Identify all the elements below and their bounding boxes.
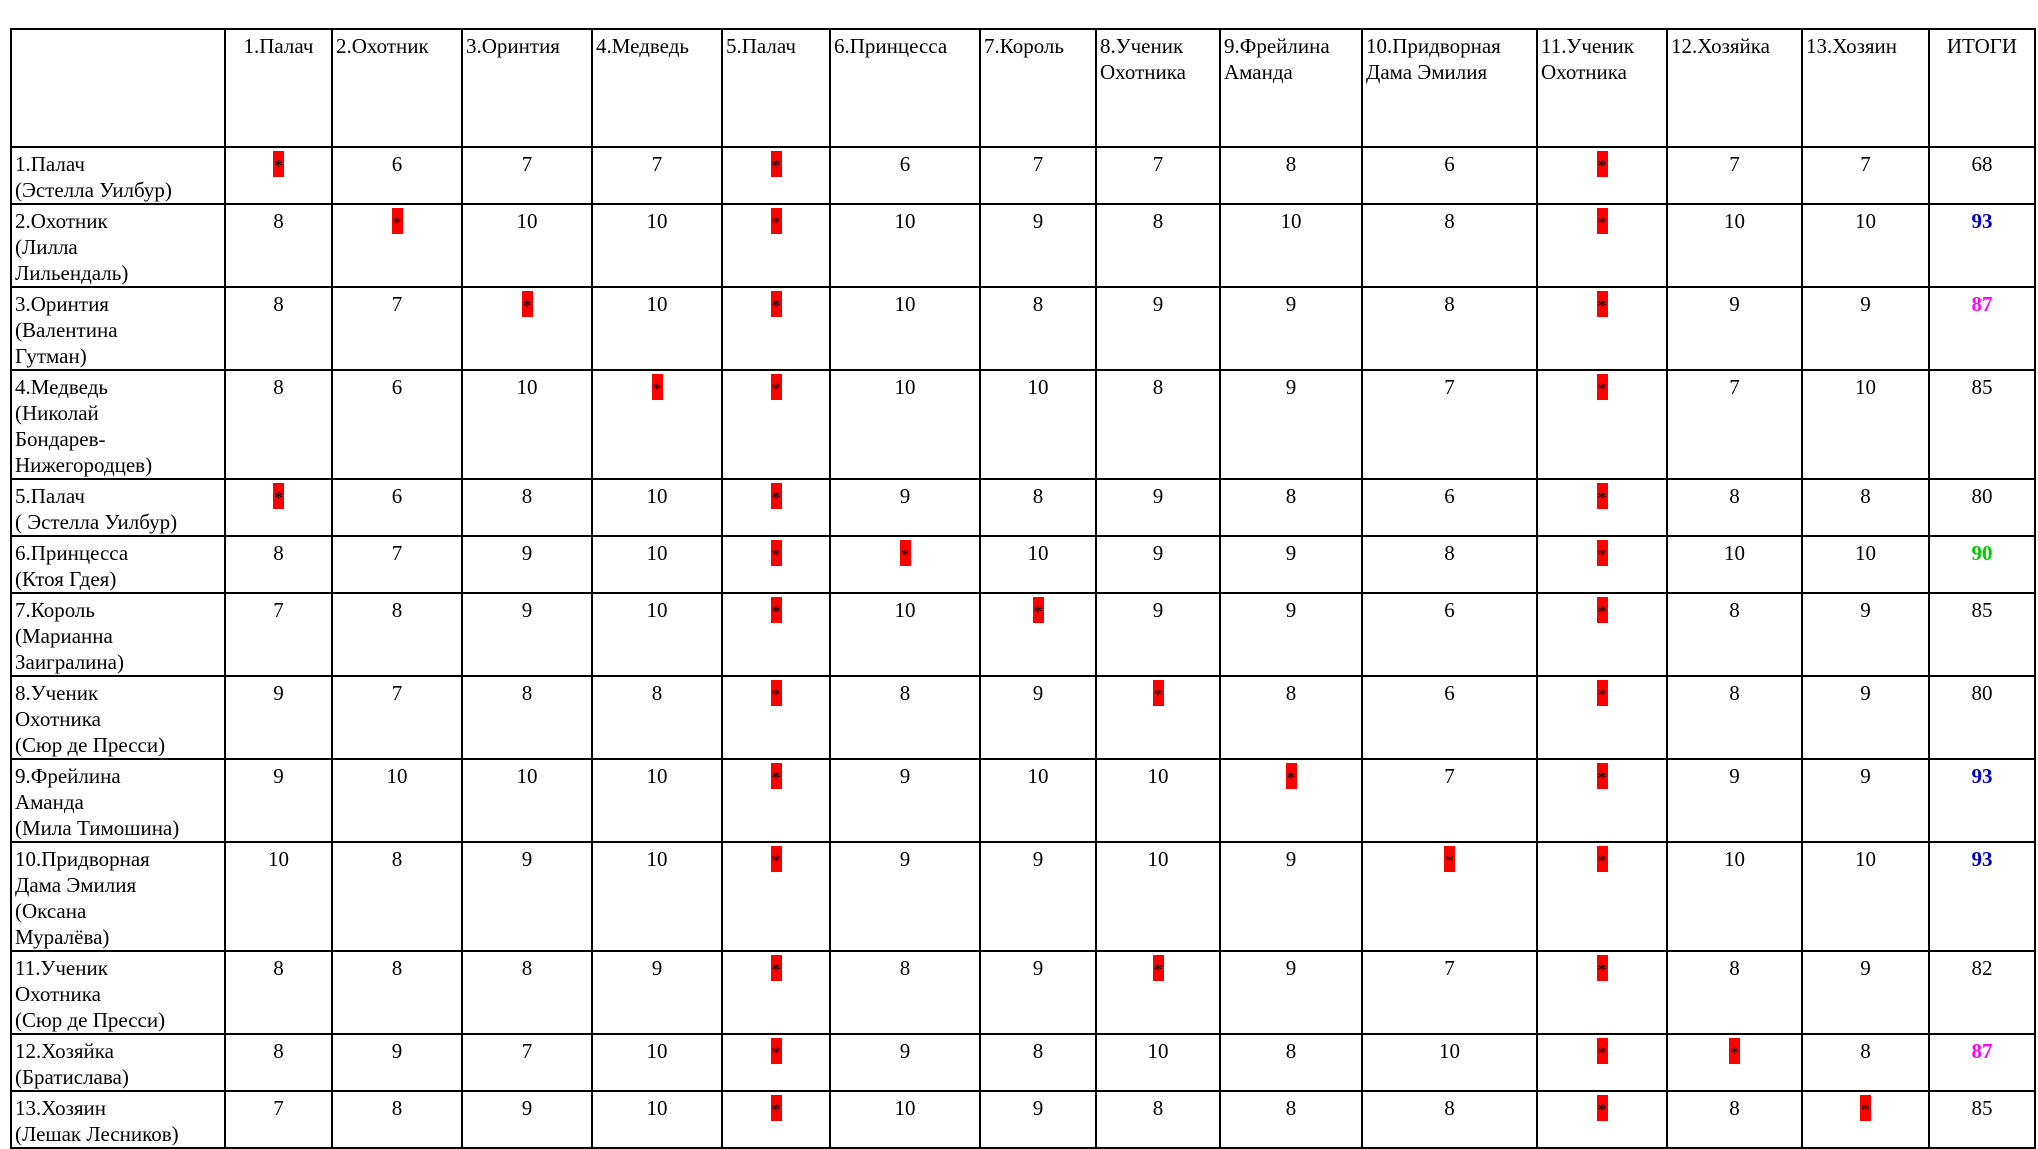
score-cell <box>332 204 462 287</box>
score-cell <box>722 759 830 842</box>
score-cell: 10 <box>1802 204 1929 287</box>
score-cell: 6 <box>1362 676 1537 759</box>
score-cell: 9 <box>1667 759 1802 842</box>
score-cell <box>1537 479 1667 536</box>
score-cell: 10 <box>1362 1034 1537 1091</box>
self-vote-marker: * <box>771 597 782 623</box>
score-cell: 10 <box>830 1091 980 1148</box>
score-cell: 10 <box>1220 204 1362 287</box>
score-cell <box>1537 676 1667 759</box>
self-vote-marker: * <box>771 291 782 317</box>
score-cell: 10 <box>592 1034 722 1091</box>
score-cell: 9 <box>1220 593 1362 676</box>
score-cell: 10 <box>830 593 980 676</box>
score-cell: 6 <box>1362 593 1537 676</box>
score-cell: 10 <box>1802 536 1929 593</box>
score-cell <box>592 370 722 479</box>
score-cell: 9 <box>1802 676 1929 759</box>
table-row <box>11 536 2035 593</box>
total-cell: 87 <box>1929 287 2035 370</box>
self-vote-marker: * <box>771 151 782 177</box>
self-vote-marker: * <box>1860 1095 1871 1121</box>
score-cell <box>1220 759 1362 842</box>
self-vote-marker: * <box>1597 1095 1608 1121</box>
score-cell: 8 <box>1667 951 1802 1034</box>
score-cell: 10 <box>830 204 980 287</box>
self-vote-marker: * <box>1153 680 1164 706</box>
score-cell: 8 <box>980 479 1096 536</box>
score-cell: 9 <box>1220 287 1362 370</box>
score-cell: 6 <box>332 479 462 536</box>
self-vote-marker: * <box>1597 374 1608 400</box>
score-cell: 8 <box>225 287 332 370</box>
row-header: 11.Ученик Охотника (Сюр де Пресси) <box>11 951 225 1034</box>
total-cell: 85 <box>1929 593 2035 676</box>
score-cell: 7 <box>1362 370 1537 479</box>
score-cell: 8 <box>332 1091 462 1148</box>
row-header: 13.Хозяин (Лешак Лесников) <box>11 1091 225 1148</box>
total-cell: 85 <box>1929 1091 2035 1148</box>
score-cell: 9 <box>980 951 1096 1034</box>
total-cell: 93 <box>1929 842 2035 951</box>
score-cell <box>722 287 830 370</box>
score-cell: 9 <box>1096 536 1220 593</box>
column-header: 10.Придворная Дама Эмилия <box>1362 29 1537 147</box>
score-cell: 8 <box>462 479 592 536</box>
table-row <box>11 593 2035 676</box>
score-cell: 6 <box>830 147 980 204</box>
row-header: 8.Ученик Охотника (Сюр де Пресси) <box>11 676 225 759</box>
score-cell: 8 <box>1220 1091 1362 1148</box>
score-cell <box>1537 951 1667 1034</box>
self-vote-marker: * <box>1597 597 1608 623</box>
score-cell: 7 <box>332 676 462 759</box>
score-cell: 8 <box>1362 536 1537 593</box>
score-cell: 10 <box>462 370 592 479</box>
column-header-totals: ИТОГИ <box>1929 29 2035 147</box>
score-cell: 8 <box>462 951 592 1034</box>
score-cell: 10 <box>980 370 1096 479</box>
self-vote-marker: * <box>522 291 533 317</box>
score-cell: 7 <box>462 1034 592 1091</box>
table-row <box>11 147 2035 204</box>
score-cell: 9 <box>830 479 980 536</box>
score-cell: 8 <box>1220 676 1362 759</box>
total-cell: 82 <box>1929 951 2035 1034</box>
header-row <box>11 29 2035 147</box>
self-vote-marker: * <box>771 208 782 234</box>
score-cell: 9 <box>1802 287 1929 370</box>
total-cell: 87 <box>1929 1034 2035 1091</box>
score-cell: 7 <box>1362 951 1537 1034</box>
score-cell: 8 <box>1667 593 1802 676</box>
score-cell: 9 <box>462 1091 592 1148</box>
column-header: 1.Палач <box>225 29 332 147</box>
score-cell <box>1802 1091 1929 1148</box>
self-vote-marker: * <box>771 763 782 789</box>
score-cell <box>722 676 830 759</box>
row-header: 4.Медведь (Николай Бондарев- Нижегородцев) <box>11 370 225 479</box>
score-cell: 8 <box>225 951 332 1034</box>
score-cell: 10 <box>1096 759 1220 842</box>
score-cell: 10 <box>592 479 722 536</box>
self-vote-marker: * <box>1597 291 1608 317</box>
total-cell: 93 <box>1929 204 2035 287</box>
score-cell <box>722 536 830 593</box>
score-cell <box>722 593 830 676</box>
score-cell <box>225 479 332 536</box>
score-cell: 7 <box>225 593 332 676</box>
score-cell: 9 <box>1220 951 1362 1034</box>
score-cell: 8 <box>1667 1091 1802 1148</box>
score-cell <box>225 147 332 204</box>
score-cell: 10 <box>830 370 980 479</box>
self-vote-marker: * <box>1597 680 1608 706</box>
score-cell: 8 <box>1802 479 1929 536</box>
score-cell: 10 <box>462 204 592 287</box>
results-table <box>10 28 2036 1149</box>
total-cell: 85 <box>1929 370 2035 479</box>
score-cell: 10 <box>592 1091 722 1148</box>
score-cell <box>1537 370 1667 479</box>
score-cell: 9 <box>1802 593 1929 676</box>
score-cell: 9 <box>1220 370 1362 479</box>
score-cell: 9 <box>830 759 980 842</box>
score-cell: 8 <box>1096 1091 1220 1148</box>
column-header: 3.Оринтия <box>462 29 592 147</box>
score-cell: 10 <box>592 842 722 951</box>
score-cell: 10 <box>1096 842 1220 951</box>
self-vote-marker: * <box>1729 1038 1740 1064</box>
score-cell: 8 <box>225 370 332 479</box>
total-cell: 68 <box>1929 147 2035 204</box>
score-cell: 7 <box>1667 370 1802 479</box>
score-cell: 9 <box>1802 951 1929 1034</box>
self-vote-marker: * <box>273 483 284 509</box>
self-vote-marker: * <box>1597 763 1608 789</box>
row-header: 9.Фрейлина Аманда (Мила Тимошина) <box>11 759 225 842</box>
score-cell <box>1537 842 1667 951</box>
column-header: 11.Ученик Охотника <box>1537 29 1667 147</box>
score-cell: 7 <box>1362 759 1537 842</box>
score-cell <box>722 1091 830 1148</box>
row-header: 3.Оринтия (Валентина Гутман) <box>11 287 225 370</box>
score-cell <box>722 147 830 204</box>
table-row <box>11 842 2035 951</box>
self-vote-marker: * <box>900 540 911 566</box>
score-cell <box>1096 951 1220 1034</box>
self-vote-marker: * <box>771 680 782 706</box>
score-cell: 8 <box>1362 204 1537 287</box>
score-cell <box>1537 204 1667 287</box>
score-cell <box>722 370 830 479</box>
self-vote-marker: * <box>1597 208 1608 234</box>
column-header: 5.Палач <box>722 29 830 147</box>
score-cell: 8 <box>225 536 332 593</box>
score-cell: 8 <box>1096 370 1220 479</box>
score-cell: 8 <box>225 204 332 287</box>
self-vote-marker: * <box>1597 151 1608 177</box>
column-header: 2.Охотник <box>332 29 462 147</box>
score-cell: 9 <box>1096 593 1220 676</box>
score-cell: 8 <box>462 676 592 759</box>
self-vote-marker: * <box>771 1038 782 1064</box>
score-cell: 9 <box>1802 759 1929 842</box>
score-cell <box>1537 536 1667 593</box>
score-cell <box>830 536 980 593</box>
score-cell: 10 <box>592 204 722 287</box>
score-cell <box>1096 676 1220 759</box>
score-cell: 8 <box>592 676 722 759</box>
score-cell: 9 <box>980 204 1096 287</box>
score-cell: 9 <box>332 1034 462 1091</box>
score-cell <box>722 1034 830 1091</box>
score-cell: 6 <box>332 147 462 204</box>
self-vote-marker: * <box>1597 1038 1608 1064</box>
score-cell: 8 <box>1667 479 1802 536</box>
score-cell: 10 <box>1096 1034 1220 1091</box>
table-row <box>11 951 2035 1034</box>
score-cell: 9 <box>1220 536 1362 593</box>
score-cell: 10 <box>225 842 332 951</box>
self-vote-marker: * <box>1597 955 1608 981</box>
score-cell <box>722 842 830 951</box>
self-vote-marker: * <box>771 540 782 566</box>
score-cell: 8 <box>980 1034 1096 1091</box>
score-cell <box>462 287 592 370</box>
score-cell: 8 <box>1220 147 1362 204</box>
score-cell: 9 <box>1096 287 1220 370</box>
score-cell: 8 <box>1220 1034 1362 1091</box>
score-cell: 7 <box>592 147 722 204</box>
score-cell: 8 <box>1362 287 1537 370</box>
self-vote-marker: * <box>1286 763 1297 789</box>
score-cell: 6 <box>1362 147 1537 204</box>
column-header: 13.Хозяин <box>1802 29 1929 147</box>
score-cell: 9 <box>830 842 980 951</box>
score-cell: 9 <box>830 1034 980 1091</box>
self-vote-marker: * <box>273 151 284 177</box>
corner-cell <box>11 29 225 147</box>
row-header: 10.Придворная Дама Эмилия (Оксана Муралёва) <box>11 842 225 951</box>
column-header: 6.Принцесса <box>830 29 980 147</box>
score-cell <box>980 593 1096 676</box>
self-vote-marker: * <box>1444 846 1455 872</box>
score-cell: 10 <box>830 287 980 370</box>
table-row <box>11 370 2035 479</box>
score-cell: 8 <box>1802 1034 1929 1091</box>
score-cell: 7 <box>332 536 462 593</box>
score-cell: 9 <box>1667 287 1802 370</box>
score-cell: 9 <box>225 676 332 759</box>
score-cell: 9 <box>1096 479 1220 536</box>
self-vote-marker: * <box>771 846 782 872</box>
score-cell: 9 <box>462 842 592 951</box>
table-row <box>11 676 2035 759</box>
score-cell: 10 <box>980 759 1096 842</box>
score-cell: 10 <box>1667 204 1802 287</box>
self-vote-marker: * <box>1153 955 1164 981</box>
self-vote-marker: * <box>1597 846 1608 872</box>
score-cell: 8 <box>225 1034 332 1091</box>
score-cell: 7 <box>1667 147 1802 204</box>
score-cell: 7 <box>462 147 592 204</box>
table-row <box>11 479 2035 536</box>
row-header: 12.Хозяйка (Братислава) <box>11 1034 225 1091</box>
score-cell: 8 <box>332 951 462 1034</box>
score-cell <box>1537 1034 1667 1091</box>
self-vote-marker: * <box>1597 483 1608 509</box>
score-cell: 9 <box>980 676 1096 759</box>
score-cell <box>1537 147 1667 204</box>
score-cell: 9 <box>980 842 1096 951</box>
score-cell: 8 <box>830 951 980 1034</box>
self-vote-marker: * <box>1597 540 1608 566</box>
score-cell <box>1537 1091 1667 1148</box>
score-cell: 6 <box>332 370 462 479</box>
total-cell: 93 <box>1929 759 2035 842</box>
score-cell: 8 <box>332 842 462 951</box>
total-cell: 80 <box>1929 676 2035 759</box>
column-header: 12.Хозяйка <box>1667 29 1802 147</box>
score-cell: 9 <box>592 951 722 1034</box>
score-cell: 9 <box>462 593 592 676</box>
score-cell: 10 <box>1667 842 1802 951</box>
score-cell <box>1537 593 1667 676</box>
score-cell <box>1362 842 1537 951</box>
column-header: 8.Ученик Охотника <box>1096 29 1220 147</box>
score-cell: 6 <box>1362 479 1537 536</box>
self-vote-marker: * <box>771 483 782 509</box>
score-cell: 8 <box>1362 1091 1537 1148</box>
score-cell: 7 <box>332 287 462 370</box>
row-header: 2.Охотник (Лилла Лильендаль) <box>11 204 225 287</box>
self-vote-marker: * <box>771 955 782 981</box>
row-header: 6.Принцесса (Ктоя Гдея) <box>11 536 225 593</box>
score-cell <box>1537 287 1667 370</box>
column-header: 7.Король <box>980 29 1096 147</box>
score-cell: 10 <box>1802 370 1929 479</box>
score-cell <box>1537 759 1667 842</box>
score-cell: 8 <box>332 593 462 676</box>
score-cell: 9 <box>980 1091 1096 1148</box>
row-header: 1.Палач (Эстелла Уилбур) <box>11 147 225 204</box>
score-cell: 9 <box>462 536 592 593</box>
score-cell: 7 <box>1096 147 1220 204</box>
score-cell: 10 <box>592 759 722 842</box>
score-cell: 8 <box>1220 479 1362 536</box>
score-cell: 10 <box>592 593 722 676</box>
total-cell: 90 <box>1929 536 2035 593</box>
score-cell <box>722 479 830 536</box>
total-cell: 80 <box>1929 479 2035 536</box>
score-cell: 10 <box>1667 536 1802 593</box>
column-header: 4.Медведь <box>592 29 722 147</box>
table-row <box>11 1034 2035 1091</box>
table-row <box>11 204 2035 287</box>
score-cell: 10 <box>332 759 462 842</box>
table-row <box>11 1091 2035 1148</box>
self-vote-marker: * <box>771 374 782 400</box>
score-cell: 8 <box>980 287 1096 370</box>
score-cell: 10 <box>592 287 722 370</box>
score-cell: 8 <box>1096 204 1220 287</box>
table-row <box>11 287 2035 370</box>
score-cell: 9 <box>225 759 332 842</box>
score-cell: 8 <box>830 676 980 759</box>
self-vote-marker: * <box>1033 597 1044 623</box>
self-vote-marker: * <box>771 1095 782 1121</box>
score-cell: 7 <box>1802 147 1929 204</box>
score-cell: 10 <box>462 759 592 842</box>
score-cell <box>722 204 830 287</box>
score-cell: 10 <box>592 536 722 593</box>
score-cell: 10 <box>980 536 1096 593</box>
score-cell <box>722 951 830 1034</box>
score-cell: 9 <box>1220 842 1362 951</box>
row-header: 5.Палач ( Эстелла Уилбур) <box>11 479 225 536</box>
row-header: 7.Король (Марианна Заигралина) <box>11 593 225 676</box>
self-vote-marker: * <box>392 208 403 234</box>
score-cell: 7 <box>980 147 1096 204</box>
score-cell: 8 <box>1667 676 1802 759</box>
table-row <box>11 759 2035 842</box>
score-cell: 10 <box>1802 842 1929 951</box>
score-cell: 7 <box>225 1091 332 1148</box>
score-cell <box>1667 1034 1802 1091</box>
self-vote-marker: * <box>652 374 663 400</box>
column-header: 9.Фрейлина Аманда <box>1220 29 1362 147</box>
